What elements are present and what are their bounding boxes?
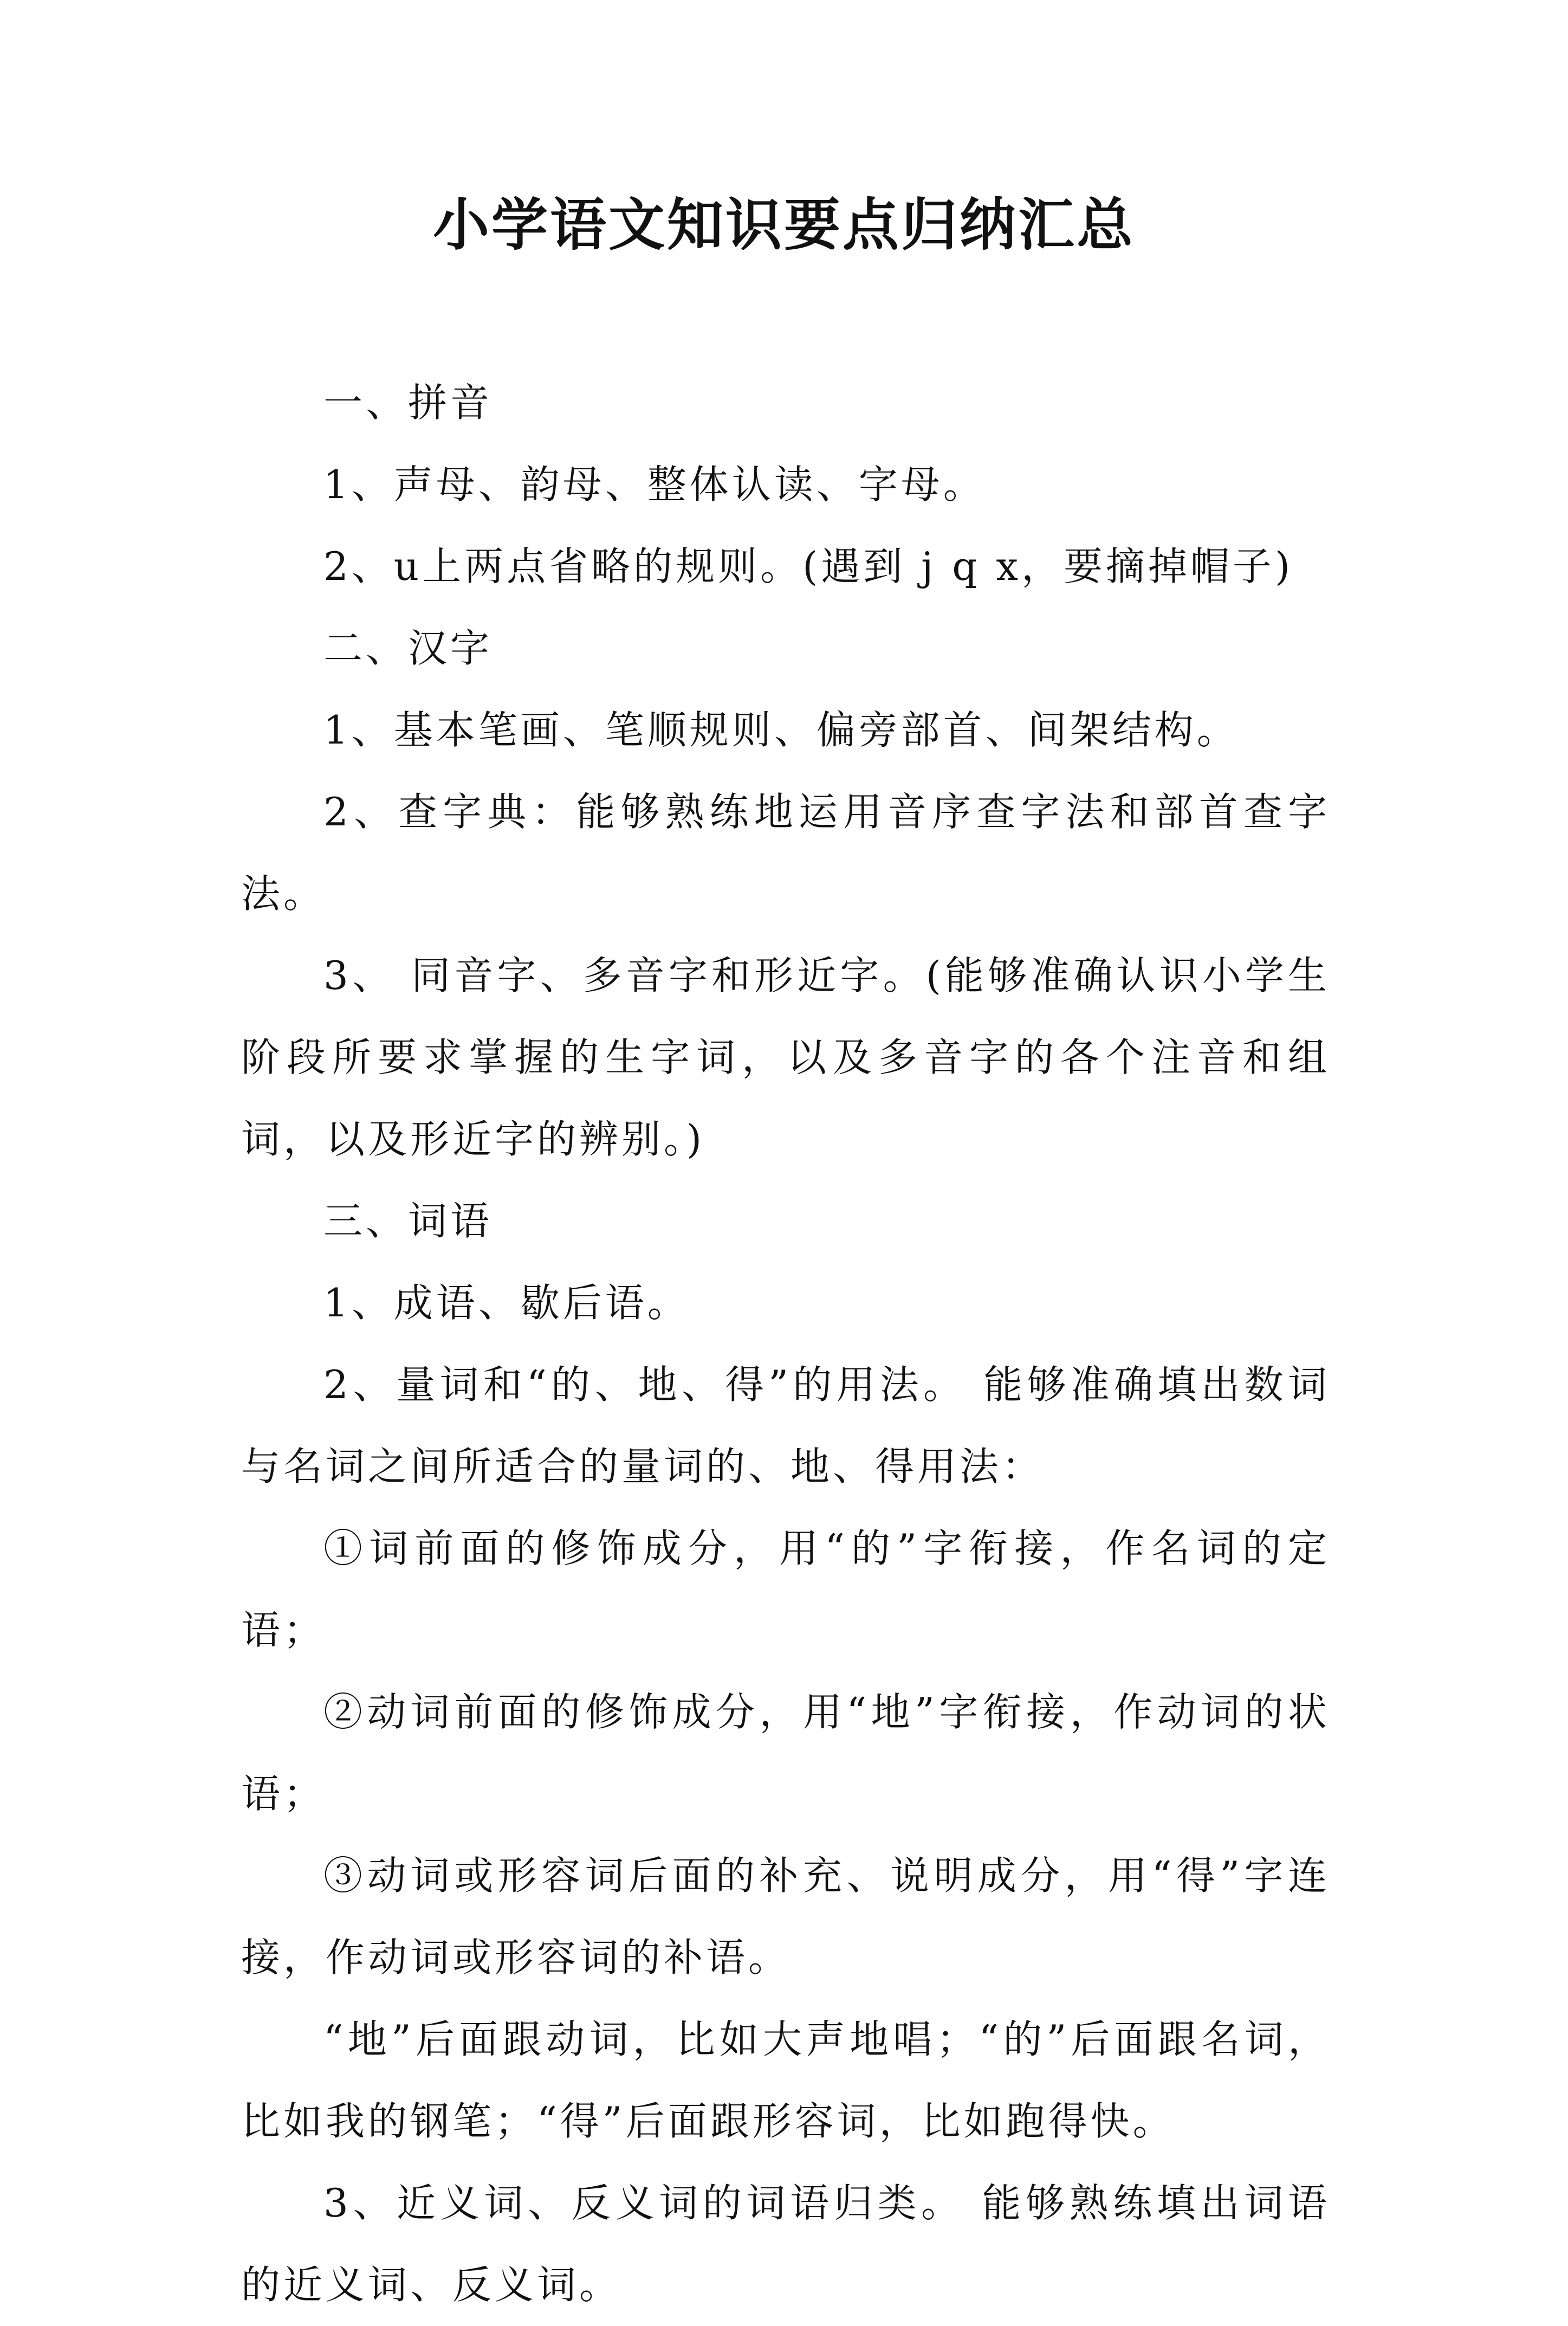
- paragraph: 1、声母、韵母、整体认读、字母。: [323, 462, 986, 507]
- section-heading-hanzi: 二、汉字: [323, 625, 493, 671]
- paragraph: “地”后面跟动词，比如大声地唱；“的”后面跟名词，比如我的钢笔；“得”后面跟形容词，比如跑得快。: [241, 2017, 1330, 2144]
- document-body: [241, 362, 1330, 2326]
- paragraph: 2、u上两点省略的规则。(遇到 j q x，要摘掉帽子): [323, 544, 1294, 589]
- paragraph: 1、成语、歇后语。: [323, 1280, 690, 1326]
- section-heading-ciyu: 三、词语: [323, 1198, 493, 1244]
- paragraph: 1、基本笔画、笔顺规则、偏旁部首、间架结构。: [323, 707, 1239, 753]
- document-title: 小学语文知识要点归纳汇总: [432, 191, 1135, 258]
- paragraph: 3、近义词、反义词的词语归类。 能够熟练填出词语的近义词、反义词。: [241, 2180, 1330, 2308]
- paragraph: 2、查字典：能够熟练地运用音序查字法和部首查字法。: [241, 789, 1330, 916]
- paragraph: ②动词前面的修饰成分，用“地”字衔接，作动词的状语；: [241, 1689, 1330, 1817]
- section-heading-pinyin: 一、拼音: [323, 380, 493, 425]
- paragraph: ③动词或形容词后面的补充、说明成分，用“得”字连接，作动词或形容词的补语。: [241, 1853, 1330, 1980]
- paragraph: 3、 同音字、多音字和形近字。(能够准确认识小学生阶段所要求掌握的生字词，以及多音字的各个注音和组词，以及形近字的辨别。): [241, 953, 1330, 1162]
- paragraph: ①词前面的修饰成分，用“的”字衔接，作名词的定语；: [241, 1526, 1330, 1653]
- paragraph: 2、量词和“的、地、得”的用法。 能够准确填出数词与名词之间所适合的量词的、地、得用法：: [241, 1362, 1330, 1489]
